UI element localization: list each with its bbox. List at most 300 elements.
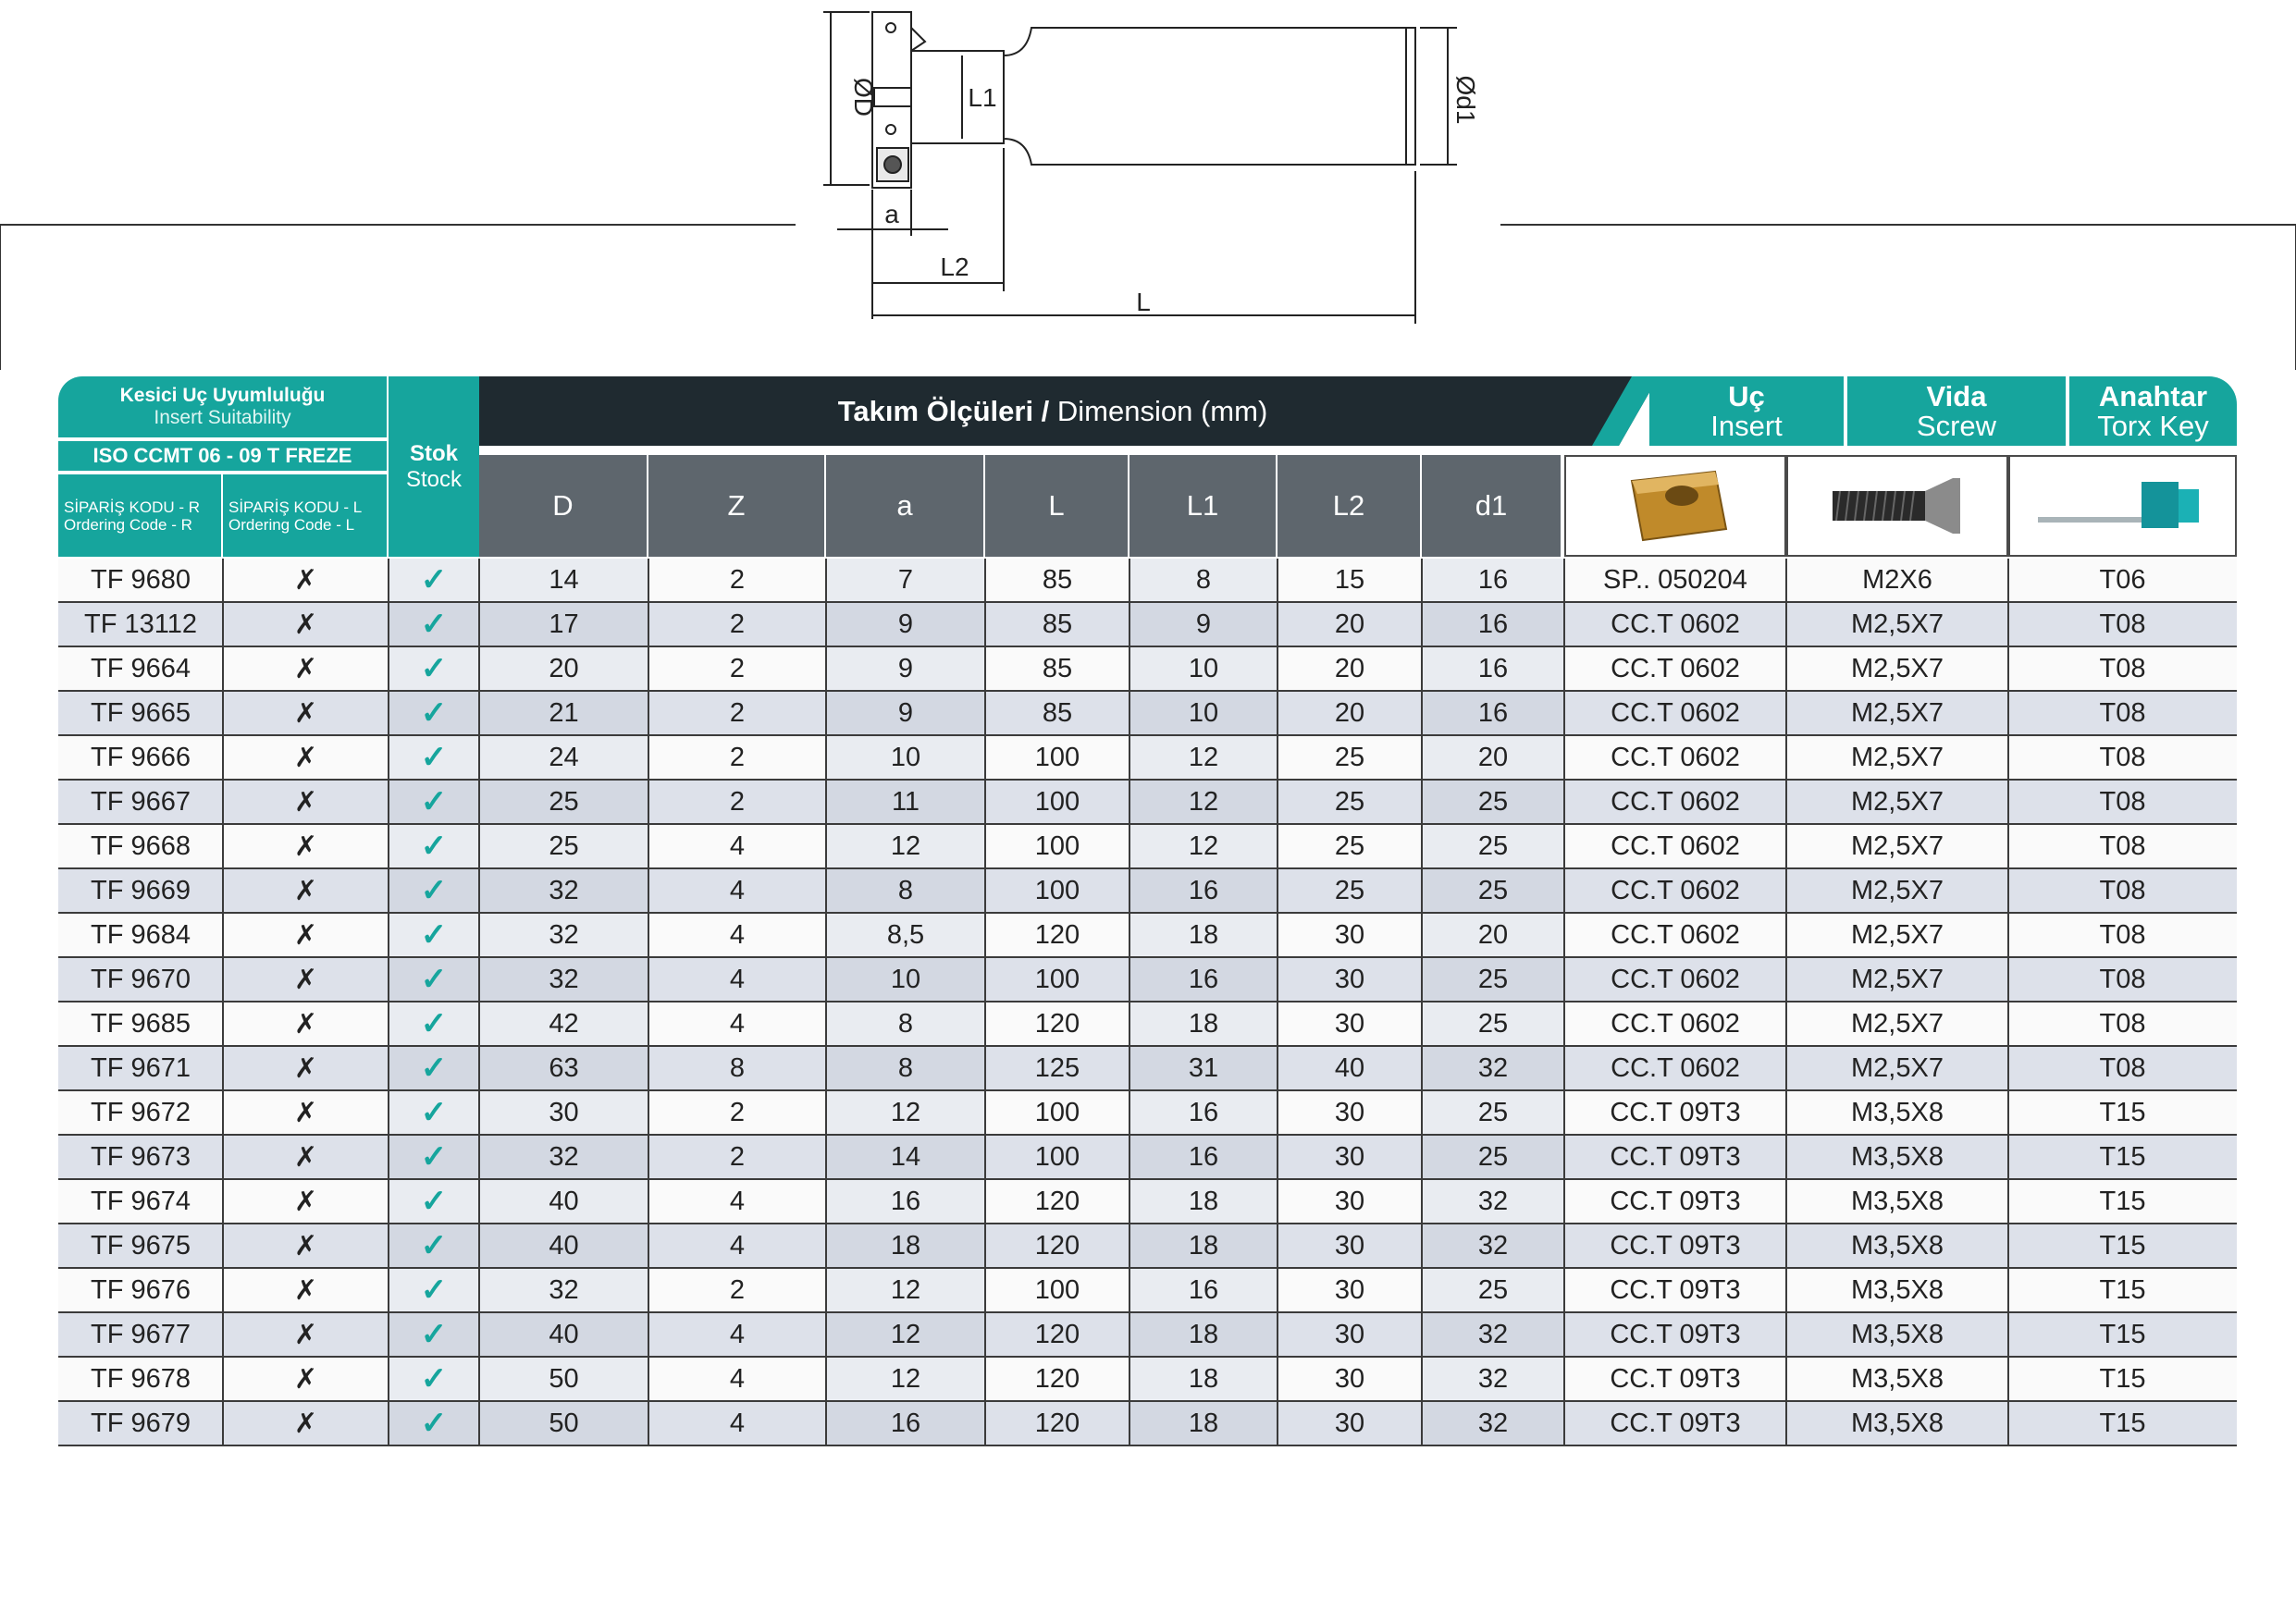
column-divider (1129, 736, 1130, 779)
column-divider (1785, 692, 1787, 734)
column-divider (2007, 781, 2009, 823)
cell-l1: 16 (1129, 1269, 1278, 1311)
cell-z: 4 (648, 1402, 826, 1445)
cell-l2: 30 (1278, 1002, 1422, 1045)
ordering-code-l-cell: ✗ (223, 1402, 389, 1445)
column-divider (1421, 914, 1423, 956)
column-divider (984, 781, 986, 823)
cell-screw: M2,5X7 (1786, 958, 2008, 1001)
cell-l2: 25 (1278, 736, 1422, 779)
column-divider (1563, 692, 1565, 734)
label-a: a (884, 200, 899, 228)
column-divider (1421, 1047, 1423, 1089)
cell-screw: M3,5X8 (1786, 1091, 2008, 1134)
column-divider (2007, 914, 2009, 956)
column-divider (825, 1224, 827, 1267)
ordering-code-l-cell: ✗ (223, 559, 389, 601)
ordering-code-l-cell: ✗ (223, 1313, 389, 1356)
cell-l2: 30 (1278, 1269, 1422, 1311)
table-row (58, 736, 2237, 781)
table-row (58, 958, 2237, 1002)
cell-code: TF 9669 (58, 869, 223, 912)
table-row (58, 603, 2237, 647)
cell-insert: CC.T 09T3 (1564, 1402, 1786, 1445)
cell-z: 4 (648, 825, 826, 867)
column-divider (1785, 603, 1787, 646)
cell-l2: 30 (1278, 1136, 1422, 1178)
cell-d1: 32 (1422, 1402, 1564, 1445)
column-divider (222, 958, 224, 1001)
column-divider (1785, 1269, 1787, 1311)
cell-l2: 25 (1278, 781, 1422, 823)
column-divider (1563, 1269, 1565, 1311)
cell-l2: 20 (1278, 692, 1422, 734)
ordering-code-l-cell: ✗ (223, 1047, 389, 1089)
column-divider (648, 1402, 649, 1445)
cell-key: T08 (2008, 1047, 2237, 1089)
column-divider (1785, 958, 1787, 1001)
column-divider (1421, 1091, 1423, 1134)
table-row (58, 1136, 2237, 1180)
cell-l1: 18 (1129, 914, 1278, 956)
column-divider (222, 781, 224, 823)
column-divider (478, 1402, 480, 1445)
table-row (58, 914, 2237, 958)
column-divider (478, 869, 480, 912)
label-d1: Ød1 (1451, 75, 1480, 125)
column-divider (1563, 559, 1565, 601)
column-divider (984, 603, 986, 646)
cell-l1: 16 (1129, 869, 1278, 912)
cell-l: 100 (985, 1269, 1129, 1311)
column-divider (2007, 1402, 2009, 1445)
stock-check-icon: ✓ (389, 958, 479, 1001)
screw-header: Vida Screw (1845, 376, 2066, 446)
column-divider (388, 1269, 389, 1311)
cell-l2: 30 (1278, 1313, 1422, 1356)
cell-a: 11 (826, 781, 985, 823)
column-divider (2007, 1180, 2009, 1223)
column-divider (825, 914, 827, 956)
column-divider (1563, 1313, 1565, 1356)
cell-screw: M2,5X7 (1786, 736, 2008, 779)
column-divider (478, 1269, 480, 1311)
ordering-code-l-cell: ✗ (223, 825, 389, 867)
cell-z: 4 (648, 1313, 826, 1356)
column-divider (388, 1224, 389, 1267)
column-divider (984, 1224, 986, 1267)
column-divider (222, 1002, 224, 1045)
column-divider (825, 736, 827, 779)
cell-code: TF 9679 (58, 1402, 223, 1445)
label-D: ØD (849, 78, 878, 117)
table-row (58, 1224, 2237, 1269)
column-divider (1277, 1269, 1278, 1311)
column-divider (1129, 1224, 1130, 1267)
cell-key: T15 (2008, 1402, 2237, 1445)
screw-icon (1823, 469, 1971, 543)
column-divider (984, 1047, 986, 1089)
insert-icon (1615, 464, 1735, 547)
cell-code: TF 9676 (58, 1269, 223, 1311)
column-divider (222, 1269, 224, 1311)
cell-insert: CC.T 0602 (1564, 736, 1786, 779)
column-divider (1129, 603, 1130, 646)
tool-shank (1004, 28, 1415, 165)
cell-insert: CC.T 09T3 (1564, 1136, 1786, 1178)
cell-l2: 30 (1278, 1224, 1422, 1267)
cell-screw: M2,5X7 (1786, 1002, 2008, 1045)
column-divider (1785, 869, 1787, 912)
dim-column-header: L1 (1129, 455, 1276, 557)
cell-d1: 25 (1422, 781, 1564, 823)
cell-d: 40 (479, 1224, 648, 1267)
cell-code: TF 9684 (58, 914, 223, 956)
cell-key: T15 (2008, 1136, 2237, 1178)
cell-z: 2 (648, 647, 826, 690)
cell-l1: 18 (1129, 1002, 1278, 1045)
cell-l: 100 (985, 958, 1129, 1001)
cell-code: TF 9673 (58, 1136, 223, 1178)
column-divider (388, 869, 389, 912)
cell-a: 8 (826, 1047, 985, 1089)
cell-screw: M2,5X7 (1786, 692, 2008, 734)
column-divider (388, 647, 389, 690)
column-divider (478, 603, 480, 646)
column-divider (1277, 1002, 1278, 1045)
column-divider (1785, 559, 1787, 601)
column-divider (1421, 647, 1423, 690)
column-divider (984, 692, 986, 734)
cell-code: TF 9678 (58, 1358, 223, 1400)
cell-key: T15 (2008, 1180, 2237, 1223)
insert-header: Uç Insert (1649, 376, 1844, 446)
dim-column-header: D (479, 455, 647, 557)
cell-code: TF 9670 (58, 958, 223, 1001)
cell-a: 14 (826, 1136, 985, 1178)
cell-z: 2 (648, 692, 826, 734)
column-divider (1277, 1358, 1278, 1400)
column-divider (825, 1047, 827, 1089)
dimension-title-en: Dimension (mm) (1049, 394, 1268, 427)
column-divider (1421, 1002, 1423, 1045)
cell-key: T06 (2008, 559, 2237, 601)
column-divider (1277, 781, 1278, 823)
cell-insert: CC.T 0602 (1564, 647, 1786, 690)
cell-screw: M3,5X8 (1786, 1180, 2008, 1223)
column-divider (825, 603, 827, 646)
ordering-code-l-cell: ✗ (223, 914, 389, 956)
column-divider (222, 1136, 224, 1178)
cell-d1: 16 (1422, 647, 1564, 690)
ordering-code-l-cell: ✗ (223, 1224, 389, 1267)
ordering-code-l-cell: ✗ (223, 1180, 389, 1223)
column-divider (984, 647, 986, 690)
column-divider (222, 603, 224, 646)
cell-l: 120 (985, 1224, 1129, 1267)
column-divider (222, 1313, 224, 1356)
column-divider (825, 559, 827, 601)
column-divider (1563, 1180, 1565, 1223)
cell-d: 17 (479, 603, 648, 646)
column-divider (648, 1047, 649, 1089)
label-L1: L1 (968, 83, 997, 112)
cell-l: 85 (985, 603, 1129, 646)
cell-d1: 32 (1422, 1313, 1564, 1356)
cell-key: T08 (2008, 958, 2237, 1001)
cell-code: TF 9666 (58, 736, 223, 779)
insert-image (1564, 455, 1786, 557)
stock-check-icon: ✓ (389, 1091, 479, 1134)
column-divider (388, 736, 389, 779)
cell-code: TF 9671 (58, 1047, 223, 1089)
column-divider (825, 1136, 827, 1178)
column-divider (1277, 603, 1278, 646)
cell-code: TF 9672 (58, 1091, 223, 1134)
column-divider (1421, 1136, 1423, 1178)
column-divider (1421, 1313, 1423, 1356)
column-divider (825, 692, 827, 734)
column-divider (478, 692, 480, 734)
cell-l1: 16 (1129, 958, 1278, 1001)
cell-d: 25 (479, 781, 648, 823)
column-divider (478, 1047, 480, 1089)
column-divider (1785, 1136, 1787, 1178)
cell-d1: 16 (1422, 559, 1564, 601)
cell-code: TF 9667 (58, 781, 223, 823)
column-divider (478, 1358, 480, 1400)
column-divider (1785, 1002, 1787, 1045)
column-divider (388, 914, 389, 956)
column-divider (478, 1224, 480, 1267)
cell-code: TF 9665 (58, 692, 223, 734)
column-divider (1563, 647, 1565, 690)
column-divider (1785, 1224, 1787, 1267)
table-row (58, 1402, 2237, 1446)
column-divider (648, 869, 649, 912)
column-divider (1277, 958, 1278, 1001)
cell-l1: 16 (1129, 1136, 1278, 1178)
column-divider (1129, 825, 1130, 867)
column-divider (388, 1313, 389, 1356)
column-divider (825, 1402, 827, 1445)
column-divider (1421, 692, 1423, 734)
column-divider (648, 559, 649, 601)
column-divider (388, 781, 389, 823)
cell-insert: CC.T 09T3 (1564, 1358, 1786, 1400)
cell-insert: CC.T 0602 (1564, 1047, 1786, 1089)
column-divider (825, 869, 827, 912)
cell-z: 4 (648, 1358, 826, 1400)
column-divider (1563, 869, 1565, 912)
column-divider (1277, 692, 1278, 734)
stock-check-icon: ✓ (389, 1002, 479, 1045)
label-L: L (1136, 288, 1151, 316)
column-divider (222, 825, 224, 867)
cell-l2: 20 (1278, 647, 1422, 690)
cell-code: TF 9680 (58, 559, 223, 601)
cell-d: 30 (479, 1091, 648, 1134)
cell-l2: 40 (1278, 1047, 1422, 1089)
column-divider (2007, 692, 2009, 734)
stock-check-icon: ✓ (389, 1269, 479, 1311)
cell-z: 2 (648, 736, 826, 779)
cell-d1: 16 (1422, 692, 1564, 734)
column-divider (1129, 1402, 1130, 1445)
cell-insert: CC.T 0602 (1564, 603, 1786, 646)
column-divider (825, 1002, 827, 1045)
cell-l1: 18 (1129, 1402, 1278, 1445)
screw-image (1786, 455, 2008, 557)
cell-l1: 12 (1129, 736, 1278, 779)
cell-screw: M3,5X8 (1786, 1313, 2008, 1356)
column-divider (2007, 1091, 2009, 1134)
key-image (2008, 455, 2237, 557)
column-divider (2007, 559, 2009, 601)
cell-d: 21 (479, 692, 648, 734)
cell-d: 50 (479, 1402, 648, 1445)
column-divider (1563, 1002, 1565, 1045)
column-divider (648, 1269, 649, 1311)
cell-d1: 25 (1422, 1269, 1564, 1311)
column-divider (2007, 869, 2009, 912)
column-divider (1421, 958, 1423, 1001)
stock-check-icon: ✓ (389, 1180, 479, 1223)
stock-check-icon: ✓ (389, 692, 479, 734)
column-divider (1277, 736, 1278, 779)
column-divider (648, 1358, 649, 1400)
cell-a: 7 (826, 559, 985, 601)
table-row (58, 781, 2237, 825)
cell-l2: 30 (1278, 914, 1422, 956)
column-divider (1129, 958, 1130, 1001)
column-divider (388, 559, 389, 601)
column-divider (1129, 692, 1130, 734)
cell-insert: CC.T 0602 (1564, 692, 1786, 734)
ordering-code-l-cell: ✗ (223, 1269, 389, 1311)
column-divider (2007, 603, 2009, 646)
column-divider (222, 736, 224, 779)
cell-insert: CC.T 09T3 (1564, 1224, 1786, 1267)
column-divider (1563, 736, 1565, 779)
cell-z: 8 (648, 1047, 826, 1089)
column-divider (984, 1091, 986, 1134)
column-divider (1277, 1136, 1278, 1178)
column-divider (984, 1358, 986, 1400)
column-divider (1421, 1180, 1423, 1223)
ordering-code-l-cell: ✗ (223, 781, 389, 823)
ordering-code-l-cell: ✗ (223, 692, 389, 734)
cell-d: 40 (479, 1313, 648, 1356)
cell-a: 12 (826, 825, 985, 867)
column-divider (2007, 825, 2009, 867)
cell-l1: 18 (1129, 1313, 1278, 1356)
cell-l1: 12 (1129, 825, 1278, 867)
column-divider (388, 692, 389, 734)
key-header: Anahtar Torx Key (2068, 376, 2237, 446)
column-divider (222, 1402, 224, 1445)
dim-column-header: L (985, 455, 1128, 557)
cell-z: 2 (648, 781, 826, 823)
ordering-code-l-cell: ✗ (223, 603, 389, 646)
column-divider (984, 559, 986, 601)
cell-d: 32 (479, 914, 648, 956)
cell-insert: CC.T 0602 (1564, 914, 1786, 956)
column-divider (478, 781, 480, 823)
column-divider (478, 1180, 480, 1223)
dimension-title-tr: Takım Ölçüleri / (837, 394, 1050, 427)
column-divider (825, 1091, 827, 1134)
column-divider (478, 1002, 480, 1045)
cell-l: 120 (985, 1313, 1129, 1356)
column-divider (1277, 559, 1278, 601)
column-divider (1421, 736, 1423, 779)
column-divider (1421, 1358, 1423, 1400)
column-divider (825, 1269, 827, 1311)
dim-column-header: d1 (1422, 455, 1561, 557)
table-row (58, 1180, 2237, 1224)
table-row (58, 869, 2237, 914)
dim-column-header: a (826, 455, 983, 557)
column-divider (1129, 1313, 1130, 1356)
column-divider (648, 781, 649, 823)
cell-a: 9 (826, 603, 985, 646)
column-divider (1129, 559, 1130, 601)
column-divider (1563, 603, 1565, 646)
table-row (58, 692, 2237, 736)
ordering-code-l-cell: ✗ (223, 869, 389, 912)
cell-d1: 25 (1422, 869, 1564, 912)
column-divider (2007, 1136, 2009, 1178)
column-divider (478, 958, 480, 1001)
cell-d1: 32 (1422, 1224, 1564, 1267)
ordering-code-l-header: SİPARİŞ KODU - L Ordering Code - L (223, 474, 389, 557)
cell-key: T15 (2008, 1091, 2237, 1134)
column-divider (825, 781, 827, 823)
cell-a: 8 (826, 869, 985, 912)
cell-screw: M2X6 (1786, 559, 2008, 601)
column-divider (648, 647, 649, 690)
cell-key: T08 (2008, 692, 2237, 734)
cell-l1: 18 (1129, 1224, 1278, 1267)
column-divider (222, 559, 224, 601)
cell-insert: CC.T 09T3 (1564, 1180, 1786, 1223)
cell-l: 125 (985, 1047, 1129, 1089)
cell-l1: 8 (1129, 559, 1278, 601)
cell-d: 50 (479, 1358, 648, 1400)
cell-z: 2 (648, 1091, 826, 1134)
cell-a: 10 (826, 958, 985, 1001)
cell-key: T08 (2008, 914, 2237, 956)
cell-screw: M2,5X7 (1786, 825, 2008, 867)
cell-d: 20 (479, 647, 648, 690)
column-divider (1563, 1402, 1565, 1445)
column-divider (984, 1002, 986, 1045)
column-divider (1277, 1091, 1278, 1134)
column-divider (984, 1313, 986, 1356)
column-divider (648, 692, 649, 734)
cell-insert: CC.T 09T3 (1564, 1313, 1786, 1356)
cell-a: 12 (826, 1358, 985, 1400)
column-divider (1129, 1180, 1130, 1223)
ordering-code-l-cell: ✗ (223, 1358, 389, 1400)
cell-l2: 20 (1278, 603, 1422, 646)
column-divider (1277, 1313, 1278, 1356)
column-divider (984, 1180, 986, 1223)
column-divider (1785, 1402, 1787, 1445)
cell-z: 4 (648, 869, 826, 912)
table-row (58, 559, 2237, 603)
